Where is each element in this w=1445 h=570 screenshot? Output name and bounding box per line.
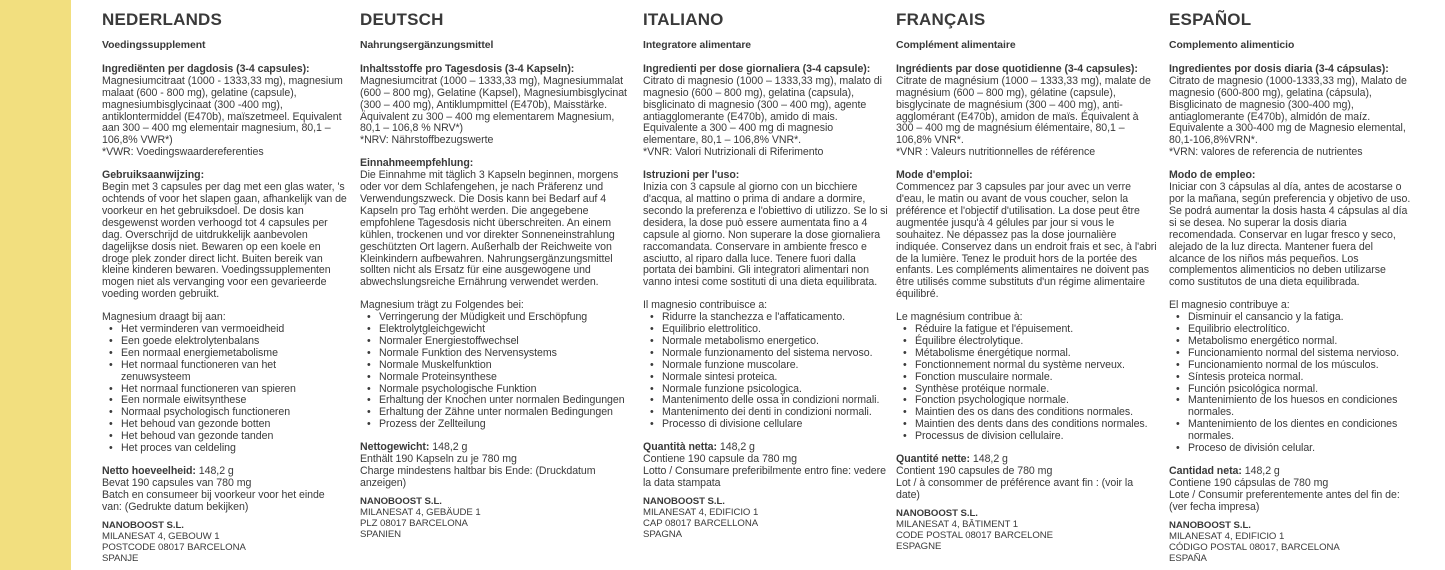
company-name: NANOBOOST S.L.: [896, 507, 978, 519]
contents-text: Contiene 190 cápsulas de 780 mg: [1169, 476, 1329, 489]
usage-section: [102, 170, 347, 301]
ingredients-text: Magnesiumcitraat (1000 - 1333,33 mg), magnesium malaat (600 - 800 mg), gelatine (capsule), magnesiumbisglycinaat (300 -400 mg), antiklontermiddel (E470b), maïszetmeel. Equivalent aan 300 – 400 mg elementair magnesium, 80,1 – 106,8% VWR*): [102, 74, 343, 147]
language-heading: ESPAÑOL: [1169, 10, 1252, 29]
usage-text: Iniciar con 3 cápsulas al día, antes de acostarse o por la mañana, según preferencia y objetivo de uso. Se podrá aumentar la dosis hasta 4 cápsulas al día si se desea. No superar la dosis diaria recomendada. Conservar en lugar fresco y seco, alejado de la luz directa. Mantener fuera del alcance de los niños más pequeños. Los complementos alimenticios no deben utilizarse como sustitutos de una dieta equilibrada.: [1169, 181, 1411, 289]
net-value: 148,2 g: [432, 441, 468, 454]
company-name: NANOBOOST S.L.: [360, 495, 442, 507]
address-line: ESPAÑA: [1169, 552, 1207, 564]
language-heading: DEUTSCH: [360, 10, 444, 29]
address-line: CÓDIGO POSTAL 08017, BARCELONA: [1169, 541, 1340, 553]
net-value: 148,2 g: [1244, 465, 1280, 477]
company-name: NANOBOOST S.L.: [643, 495, 725, 507]
benefits-intro: Le magnésium contribue à:: [896, 311, 1023, 324]
list-item: • Mantenimiento de los dientes en condiciones normales.: [1188, 419, 1411, 443]
benefits-list: [360, 312, 632, 431]
reference-note: *VNR: Valori Nutrizionali di Riferimento: [643, 146, 824, 159]
list-item: • Processo di divisione cellulare: [662, 419, 888, 431]
benefits-intro: El magnesio contribuye a:: [1169, 299, 1290, 312]
list-item: • Normale psychologische Funktion: [379, 384, 632, 396]
label-column-francais: [896, 10, 1158, 552]
address-line: SPANIEN: [360, 528, 402, 540]
reference-note: *VRN: valores de referencia de nutrientes: [1169, 146, 1363, 159]
list-item: • Función psicológica normal.: [1188, 384, 1411, 396]
list-item: • Proceso de división celular.: [1188, 443, 1411, 455]
net-value: 148,2 g: [719, 441, 755, 454]
reference-note: *VWR: Voedingswaardereferenties: [102, 146, 264, 159]
product-type: Integratore alimentare: [643, 40, 752, 51]
usage-section: [643, 170, 888, 289]
batch-text: Lot / à consommer de préférence avant fin : (voir la date): [896, 476, 1134, 501]
net-value: 148,2 g: [972, 453, 1008, 466]
contents-text: Enthält 190 Kapseln zu je 780 mg: [360, 453, 517, 466]
language-heading: ITALIANO: [643, 10, 724, 29]
list-item: • Het normaal functioneren van spieren: [121, 384, 347, 396]
list-item: • Fonction musculaire normale.: [915, 372, 1158, 384]
list-item: • Het verminderen van vermoeidheid: [121, 324, 347, 336]
ingredients-label: Ingrédients par dose quotidienne (3-4 capsules):: [896, 62, 1138, 75]
list-item: • Funcionamiento normal del sistema nervioso.: [1188, 348, 1411, 360]
list-item: • Mantenimiento de los huesos en condiciones normales.: [1188, 395, 1411, 419]
list-item: • Síntesis proteica normal.: [1188, 372, 1411, 384]
benefits-intro: Magnesium draagt bij aan:: [102, 311, 226, 324]
address-line: PLZ 08017 BARCELONA: [360, 517, 468, 529]
reference-note: *VNR : Valeurs nutritionnelles de référence: [896, 146, 1096, 159]
list-item: • Maintien des dents dans des conditions normales.: [915, 419, 1158, 431]
list-item: • Fonction psychologique normale.: [915, 395, 1158, 407]
usage-label: Einnahmeempfehlung:: [360, 157, 474, 170]
usage-label: Gebruiksaanwijzing:: [102, 169, 205, 182]
list-item: • Synthèse protéique normale.: [915, 384, 1158, 396]
benefits-list: [643, 312, 888, 431]
list-item: • Een normale eiwitsynthese: [121, 395, 347, 407]
batch-text: Charge mindestens haltbar bis Ende: (Druckdatum anzeigen): [360, 465, 596, 489]
list-item: • Normaal psychologisch functioneren: [121, 407, 347, 419]
list-item: • Métabolisme énergétique normal.: [915, 348, 1158, 360]
list-item: • Réduire la fatigue et l'épuisement.: [915, 324, 1158, 336]
ingredients-label: Ingredientes por dosis diaria (3-4 cápsulas):: [1169, 62, 1389, 75]
usage-label: Mode d'emploi:: [896, 169, 973, 182]
contents-text: Bevat 190 capsules van 780 mg: [102, 476, 252, 489]
list-item: • Normale Funktion des Nervensystems: [379, 348, 632, 360]
ingredients-label: Inhaltsstoffe pro Tagesdosis (3-4 Kapseln):: [360, 62, 575, 75]
ingredients-text: Citrato di magnesio (1000 – 1333,33 mg), malato di magnesio (600 – 800 mg), gelatina (capsula), bisglicinato di magnesio (300 – 400 mg), agente antiagglomerante (E470b), amido di mais. Equivalente a 300 – 400 mg di magnesio elementare, 80,1 – 106,8% VNR*.: [643, 74, 882, 147]
list-item: • Normale funzionamento del sistema nervoso.: [662, 348, 888, 360]
address-line: MILANESAT 4, GEBOUW 1: [102, 530, 220, 542]
ingredients-section: [896, 64, 1158, 159]
contents-text: Contient 190 capsules de 780 mg: [896, 465, 1053, 477]
label-column-espanol: [1169, 10, 1411, 564]
list-item: • Maintien des os dans des conditions normales.: [915, 407, 1158, 419]
address-line: MILANESAT 4, EDIFICIO 1: [643, 506, 759, 518]
list-item: • Normale Muskelfunktion: [379, 360, 632, 372]
usage-section: [1169, 170, 1411, 289]
list-item: • Mantenimento delle ossa in condizioni normali.: [662, 395, 888, 407]
benefits-list: [102, 324, 347, 455]
ingredients-section: [360, 64, 632, 147]
net-value: 148,2 g: [198, 465, 234, 477]
reference-note: *NRV: Nährstoffbezugswerte: [360, 134, 494, 147]
batch-text: Lotto / Consumare preferibilmente entro fine: vedere la data stampata: [643, 465, 886, 489]
company-name: NANOBOOST S.L.: [1169, 519, 1251, 531]
net-label: Nettogewicht:: [360, 441, 430, 454]
product-type: Voedingssupplement: [102, 40, 206, 51]
address-line: MILANESAT 4, BÂTIMENT 1: [896, 518, 1019, 530]
language-heading: FRANÇAIS: [896, 10, 986, 29]
list-item: • Funcionamiento normal de los músculos.: [1188, 360, 1411, 372]
list-item: • Normale Proteinsynthese: [379, 372, 632, 384]
usage-text: Die Einnahme mit täglich 3 Kapseln beginnen, morgens oder vor dem Schlafengehen, je nach Präferenz und Verwendungszweck. Die Dosis kann bei Bedarf auf 4 Kapseln pro Tag erhöht werden. Die angegebene empfohlene Tagesdosis nicht überschreiten. An einem kühlen, trockenen und vor direkter Sonneneinstrahlung geschützten Ort lagern. Außerhalb der Reichweite von Kleinkindern aufbewahren. Nahrungsergänzungsmittel sollten nicht als Ersatz für eine ausgewogene und abwechslungsreiche Ernährung verwendet werden.: [360, 169, 619, 289]
product-type: Complément alimentaire: [896, 40, 1016, 51]
label-column-italiano: [643, 10, 888, 540]
company-name: NANOBOOST S.L.: [102, 519, 184, 531]
address-line: MILANESAT 4, GEBÄUDE 1: [360, 506, 481, 518]
list-item: • Normaler Energiestoffwechsel: [379, 336, 632, 348]
batch-text: Batch en consumeer bij voorkeur voor het einde van: (Gedrukte datum bekijken): [102, 488, 325, 513]
label-column-nederlands: [102, 10, 347, 564]
list-item: • Het behoud van gezonde tanden: [121, 431, 347, 443]
list-item: • Equilibrio electrolítico.: [1188, 324, 1411, 336]
list-item: • Equilibrio elettrolitico.: [662, 324, 888, 336]
address-line: ESPAGNE: [896, 540, 942, 552]
address-line: SPANJE: [102, 552, 139, 564]
usage-text: Inizia con 3 capsule al giorno con un bicchiere d'acqua, al mattino o prima di andare a dormire, secondo la preferenza e l'obiettivo di utilizzo. Se lo si desidera, la dose può essere aumentata fino a 4 capsule al giorno. Non superare la dose giornaliera raccomandata. Conservare in ambiente fresco e asciutto, al riparo dalla luce. Tenere fuori dalla portata dei bambini. Gli integratori alimentari non vanno intesi come sostituti di una dieta equilibrata.: [643, 181, 888, 289]
list-item: • Normale metabolismo energetico.: [662, 336, 888, 348]
net-label: Quantité nette:: [896, 453, 970, 466]
ingredients-text: Citrate de magnésium (1000 – 1333,33 mg), malate de magnésium (600 – 800 mg), gélatine (capsule), bisglycinate de magnésium (300 – 400 mg), anti-agglomérant (E470b), amidon de maïs. Équivalent à 300 – 400 mg de magnésium élémentaire, 80,1 – 106,8% VNR*.: [896, 74, 1151, 147]
list-item: • Metabolismo energético normal.: [1188, 336, 1411, 348]
address-line: POSTCODE 08017 BARCELONA: [102, 541, 246, 553]
list-item: • Normale funzione psicologica.: [662, 384, 888, 396]
benefits-intro: Magnesium trägt zu Folgendes bei:: [360, 299, 524, 312]
net-label: Cantidad neta:: [1169, 465, 1242, 477]
product-type: Complemento alimenticio: [1169, 40, 1295, 51]
usage-label: Modo de empleo:: [1169, 169, 1256, 182]
product-type: Nahrungsergänzungsmittel: [360, 40, 494, 51]
batch-text: Lote / Consumir preferentemente antes del fin de: (ver fecha impresa): [1169, 488, 1400, 513]
list-item: • Een goede elektrolytenbalans: [121, 336, 347, 348]
list-item: • Het normaal functioneren van het zenuwsysteem: [121, 360, 347, 384]
address-line: CAP 08017 BARCELLONA: [643, 517, 759, 529]
yellow-side-stripe: [0, 0, 71, 570]
list-item: • Disminuir el cansancio y la fatiga.: [1188, 312, 1411, 324]
list-item: • Normale sintesi proteica.: [662, 372, 888, 384]
ingredients-label: Ingredienti per dose giornaliera (3-4 capsule):: [643, 62, 871, 75]
list-item: • Normale funzione muscolare.: [662, 360, 888, 372]
list-item: • Fonctionnement normal du système nerveux.: [915, 360, 1158, 372]
ingredients-label: Ingrediënten per dagdosis (3-4 capsules):: [102, 62, 310, 75]
list-item: • Het behoud van gezonde botten: [121, 419, 347, 431]
address-line: SPAGNA: [643, 528, 682, 540]
list-item: • Prozess der Zellteilung: [379, 419, 632, 431]
address-line: CODE POSTAL 08017 BARCELONE: [896, 529, 1054, 541]
list-item: • Het proces van celdeling: [121, 443, 347, 455]
benefits-list: [1169, 312, 1411, 455]
usage-text: Begin met 3 capsules per dag met een glas water, 's ochtends of voor het slapen gaan, afhankelijk van de voorkeur en het gebruiksdoel. De dosis kan desgewenst worden verhoogd tot 4 capsules per dag. Overschrijd de uitdrukkelijk aanbevolen dagelijkse dosis niet. Bewaren op een koele en droge plek zonder direct licht. Buiten bereik van kleine kinderen bewaren. Voedingssupplementen mogen niet als vervanging voor een gevarieerde voeding worden gebruikt.: [102, 181, 347, 301]
list-item: • Ridurre la stanchezza e l'affaticamento.: [662, 312, 888, 324]
list-item: • Een normaal energiemetabolisme: [121, 348, 347, 360]
ingredients-section: [643, 64, 888, 159]
usage-section: [360, 158, 632, 289]
list-item: • Équilibre électrolytique.: [915, 336, 1158, 348]
ingredients-section: [1169, 64, 1411, 159]
benefits-list: [896, 324, 1158, 443]
ingredients-text: Magnesiumcitrat (1000 – 1333,33 mg), Magnesiummalat (600 – 800 mg), Gelatine (Kapsel), Magnesiumbisglycinat (300 – 400 mg), Antiklumpmittel (E470b), Maisstärke. Äquivalent zu 300 – 400 mg elementarem Magnesium, 80,1 – 106,8 % NRV*): [360, 74, 627, 135]
ingredients-text: Citrato de magnesio (1000-1333,33 mg), Malato de magnesio (600-800 mg), gelatina (cápsula), Bisglicinato de magnesio (300-400 mg), antiaglomerante (E470b), almidón de maíz. Equivalente a 300-400 mg de Magnesio elemental, 80,1-106,8%VRN*.: [1169, 74, 1407, 147]
usage-section: [896, 170, 1158, 301]
language-heading: NEDERLANDS: [102, 10, 223, 29]
net-label: Quantità netta:: [643, 441, 717, 454]
benefits-intro: Il magnesio contribuisce a:: [643, 299, 768, 312]
contents-text: Contiene 190 capsule da 780 mg: [643, 453, 797, 466]
list-item: • Erhaltung der Zähne unter normalen Bedingungen: [379, 407, 632, 419]
list-item: • Mantenimento dei denti in condizioni normali.: [662, 407, 888, 419]
usage-label: Istruzioni per l'uso:: [643, 169, 740, 182]
ingredients-section: [102, 64, 347, 159]
list-item: • Erhaltung der Knochen unter normalen Bedingungen: [379, 395, 632, 407]
net-label: Netto hoeveelheid:: [102, 465, 196, 477]
list-item: • Verringerung der Müdigkeit und Erschöpfung: [379, 312, 632, 324]
usage-text: Commencez par 3 capsules par jour avec un verre d'eau, le matin ou avant de vous coucher, selon la préférence et l'objectif d'utilisation. La dose peut être augmentée jusqu'à 4 gélules par jour si vous le souhaitez. Ne dépassez pas la dose journalière indiquée. Conservez dans un endroit frais et sec, à l'abri de la lumière. Tenez le produit hors de la portée des enfants. Les compléments alimentaires ne doivent pas être utilisés comme substituts d'un régime alimentaire équilibré.: [896, 181, 1157, 301]
list-item: • Elektrolytgleichgewicht: [379, 324, 632, 336]
address-line: MILANESAT 4, EDIFICIO 1: [1169, 530, 1285, 542]
label-column-deutsch: [360, 10, 632, 540]
list-item: • Processus de division cellulaire.: [915, 431, 1158, 443]
